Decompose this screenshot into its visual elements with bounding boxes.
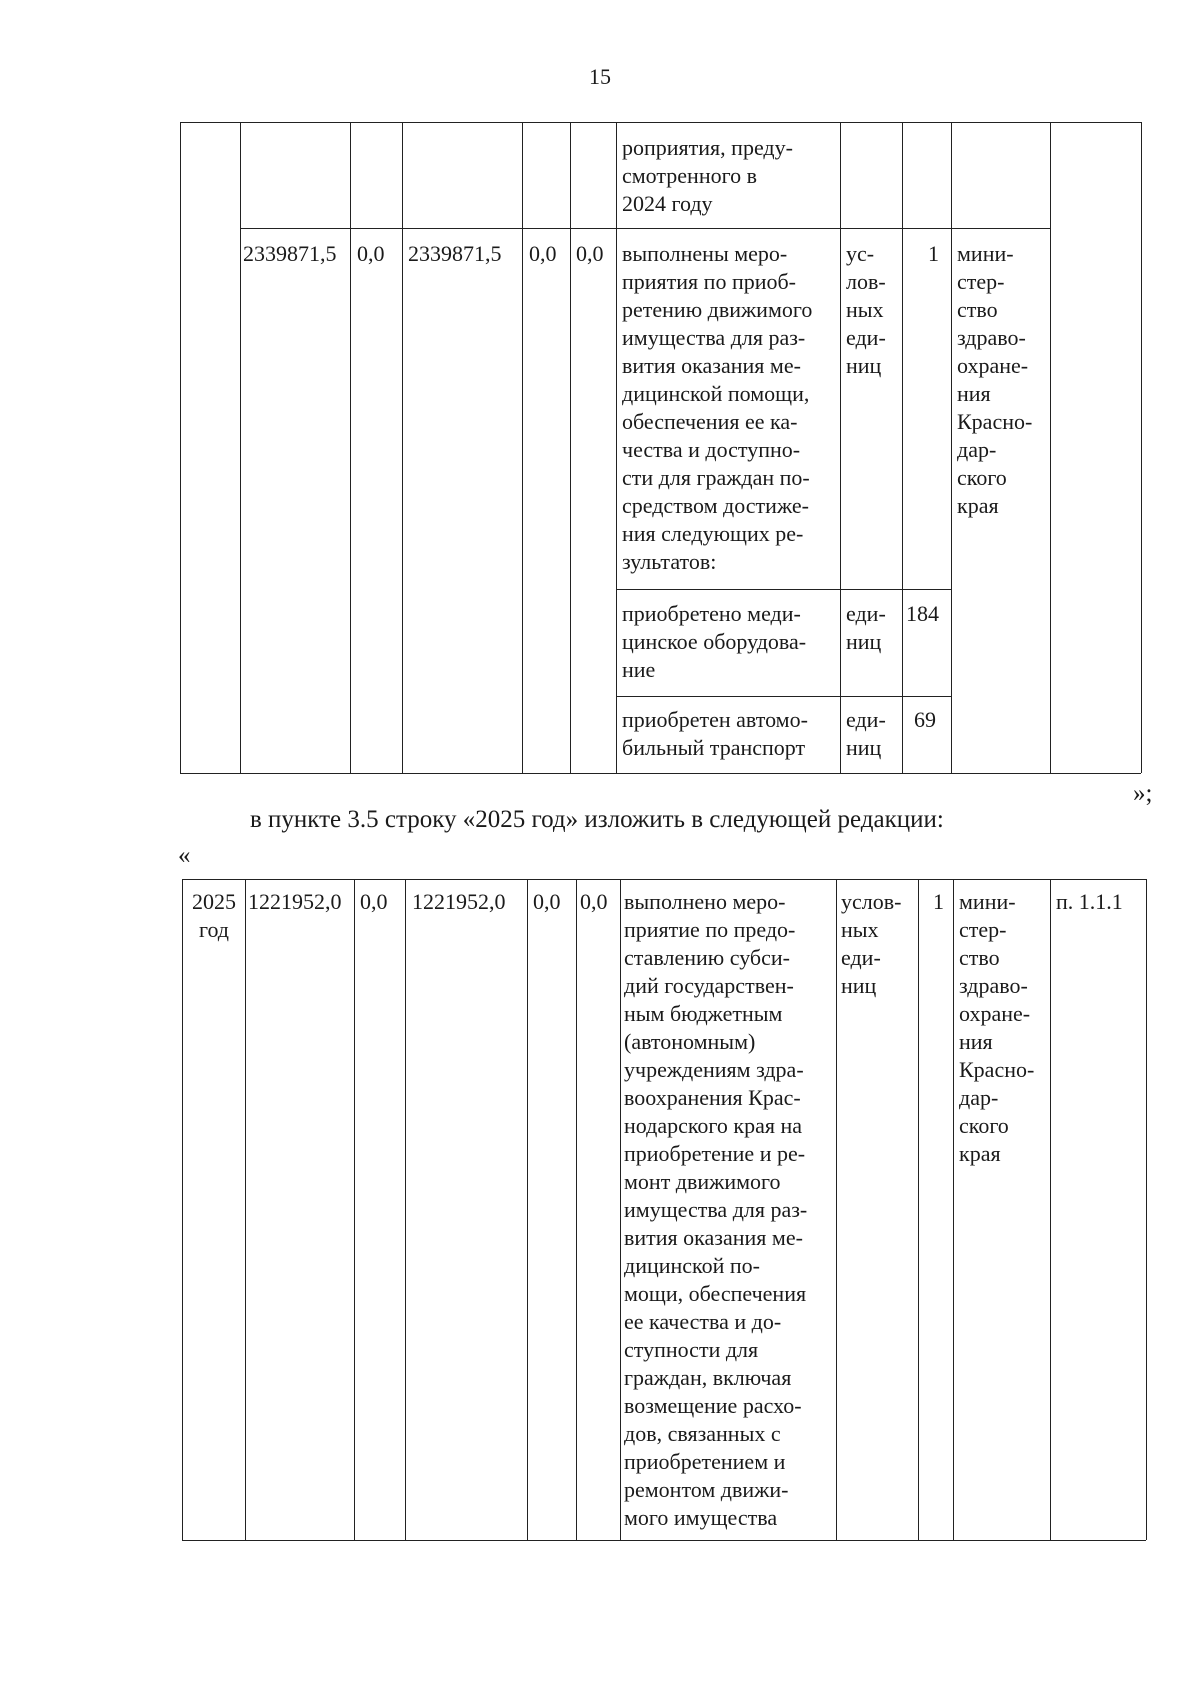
table1-extra: 0,0 (576, 241, 604, 266)
amendment-instruction: в пункте 3.5 строку «2025 год» изложить в следующей редакции: (250, 806, 944, 833)
table2-bottom-border (182, 1540, 1146, 1541)
table1-unit: ус- лов- ных еди- ниц (846, 241, 886, 378)
table1-subrow-value: 184 (906, 601, 939, 626)
table1-subrow-separator (616, 589, 951, 590)
table2-value: 1 (933, 889, 944, 914)
table2-col-border (576, 879, 577, 1540)
table2-local: 0,0 (533, 889, 561, 914)
table2-col-border (1146, 879, 1147, 1540)
table1-subrow-separator (616, 696, 951, 697)
table1-total: 2339871,5 (243, 241, 337, 266)
closing-quote-mark: »; (1133, 780, 1153, 807)
table1-col-border (522, 122, 523, 773)
table2-total: 1221952,0 (248, 889, 342, 914)
table2-col-border (1050, 879, 1051, 1540)
table1-col-border (402, 122, 403, 773)
table1-value: 1 (928, 241, 939, 266)
table1-local: 0,0 (529, 241, 557, 266)
table1-col-border (1141, 122, 1142, 773)
table1-col-border (350, 122, 351, 773)
table2-col-border (405, 879, 406, 1540)
table2-year: 2025 год (192, 889, 236, 942)
table1-col-border (902, 122, 903, 773)
opening-quote-mark: « (178, 842, 191, 869)
table1-federal: 0,0 (357, 241, 385, 266)
table1-subrow-unit: еди- ниц (846, 601, 886, 654)
table1-col-border (240, 122, 241, 773)
table1-col-border (616, 122, 617, 773)
table2-extra: 0,0 (580, 889, 608, 914)
table2-unit: услов- ных еди- ниц (841, 889, 902, 998)
table1-executor: мини- стер- ство здраво- охране- ния Красно- дар- ского края (957, 241, 1033, 518)
table1-subrow-value: 69 (914, 707, 936, 732)
table2-col-border (245, 879, 246, 1540)
table2-col-border (918, 879, 919, 1540)
table1-col-border (840, 122, 841, 773)
table2-col-border (182, 879, 183, 1540)
table1-row-separator (240, 228, 1050, 229)
table2-federal: 0,0 (360, 889, 388, 914)
table1-bottom-border (180, 773, 1141, 774)
table2-top-border (182, 879, 1146, 880)
table1-indicator-continuation: роприятия, преду- смотренного в 2024 году (622, 135, 793, 216)
page-number: 15 (589, 64, 611, 89)
table1-subrow-unit: еди- ниц (846, 707, 886, 760)
table1-regional: 2339871,5 (408, 241, 502, 266)
table1-indicator: выполнены меро- приятия по приоб- ретению движимого имущества для раз- вития оказания ме- дицинской помощи, обеспечения ее ка- чества и доступно- сти для граждан по- средством достиже- ния следующих ре- зультатов: (622, 241, 813, 574)
table2-col-border (836, 879, 837, 1540)
table1-col-border (951, 122, 952, 773)
table1-col-border (180, 122, 181, 773)
table1-subrow-indicator: приобретен автомо- бильный транспорт (622, 707, 808, 760)
table1-top-border (180, 122, 1141, 123)
table2-regional: 1221952,0 (412, 889, 506, 914)
table1-col-border (570, 122, 571, 773)
table2-executor: мини- стер- ство здраво- охране- ния Красно- дар- ского края (959, 889, 1035, 1166)
table2-indicator: выполнено меро- приятие по предо- ставлению субси- дий государствен- ным бюджетным (автономным) учреждениям здра- воохранения Крас- нодарского края на приобретение и ре- монт движимого имущества для раз- вития оказания ме- дицинской по- мощи, обеспечения ее качества и до- ступности для граждан, включая возмещение расхо- дов, связанных с приобретением и ремонтом движи- мого имущества (624, 889, 808, 1530)
table1-col-border (1050, 122, 1051, 773)
table2-reference: п. 1.1.1 (1056, 889, 1123, 914)
table1-subrow-indicator: приобретено меди- цинское оборудова- ние (622, 601, 807, 682)
table2-col-border (953, 879, 954, 1540)
table2-col-border (620, 879, 621, 1540)
table2-col-border (527, 879, 528, 1540)
table2-col-border (354, 879, 355, 1540)
